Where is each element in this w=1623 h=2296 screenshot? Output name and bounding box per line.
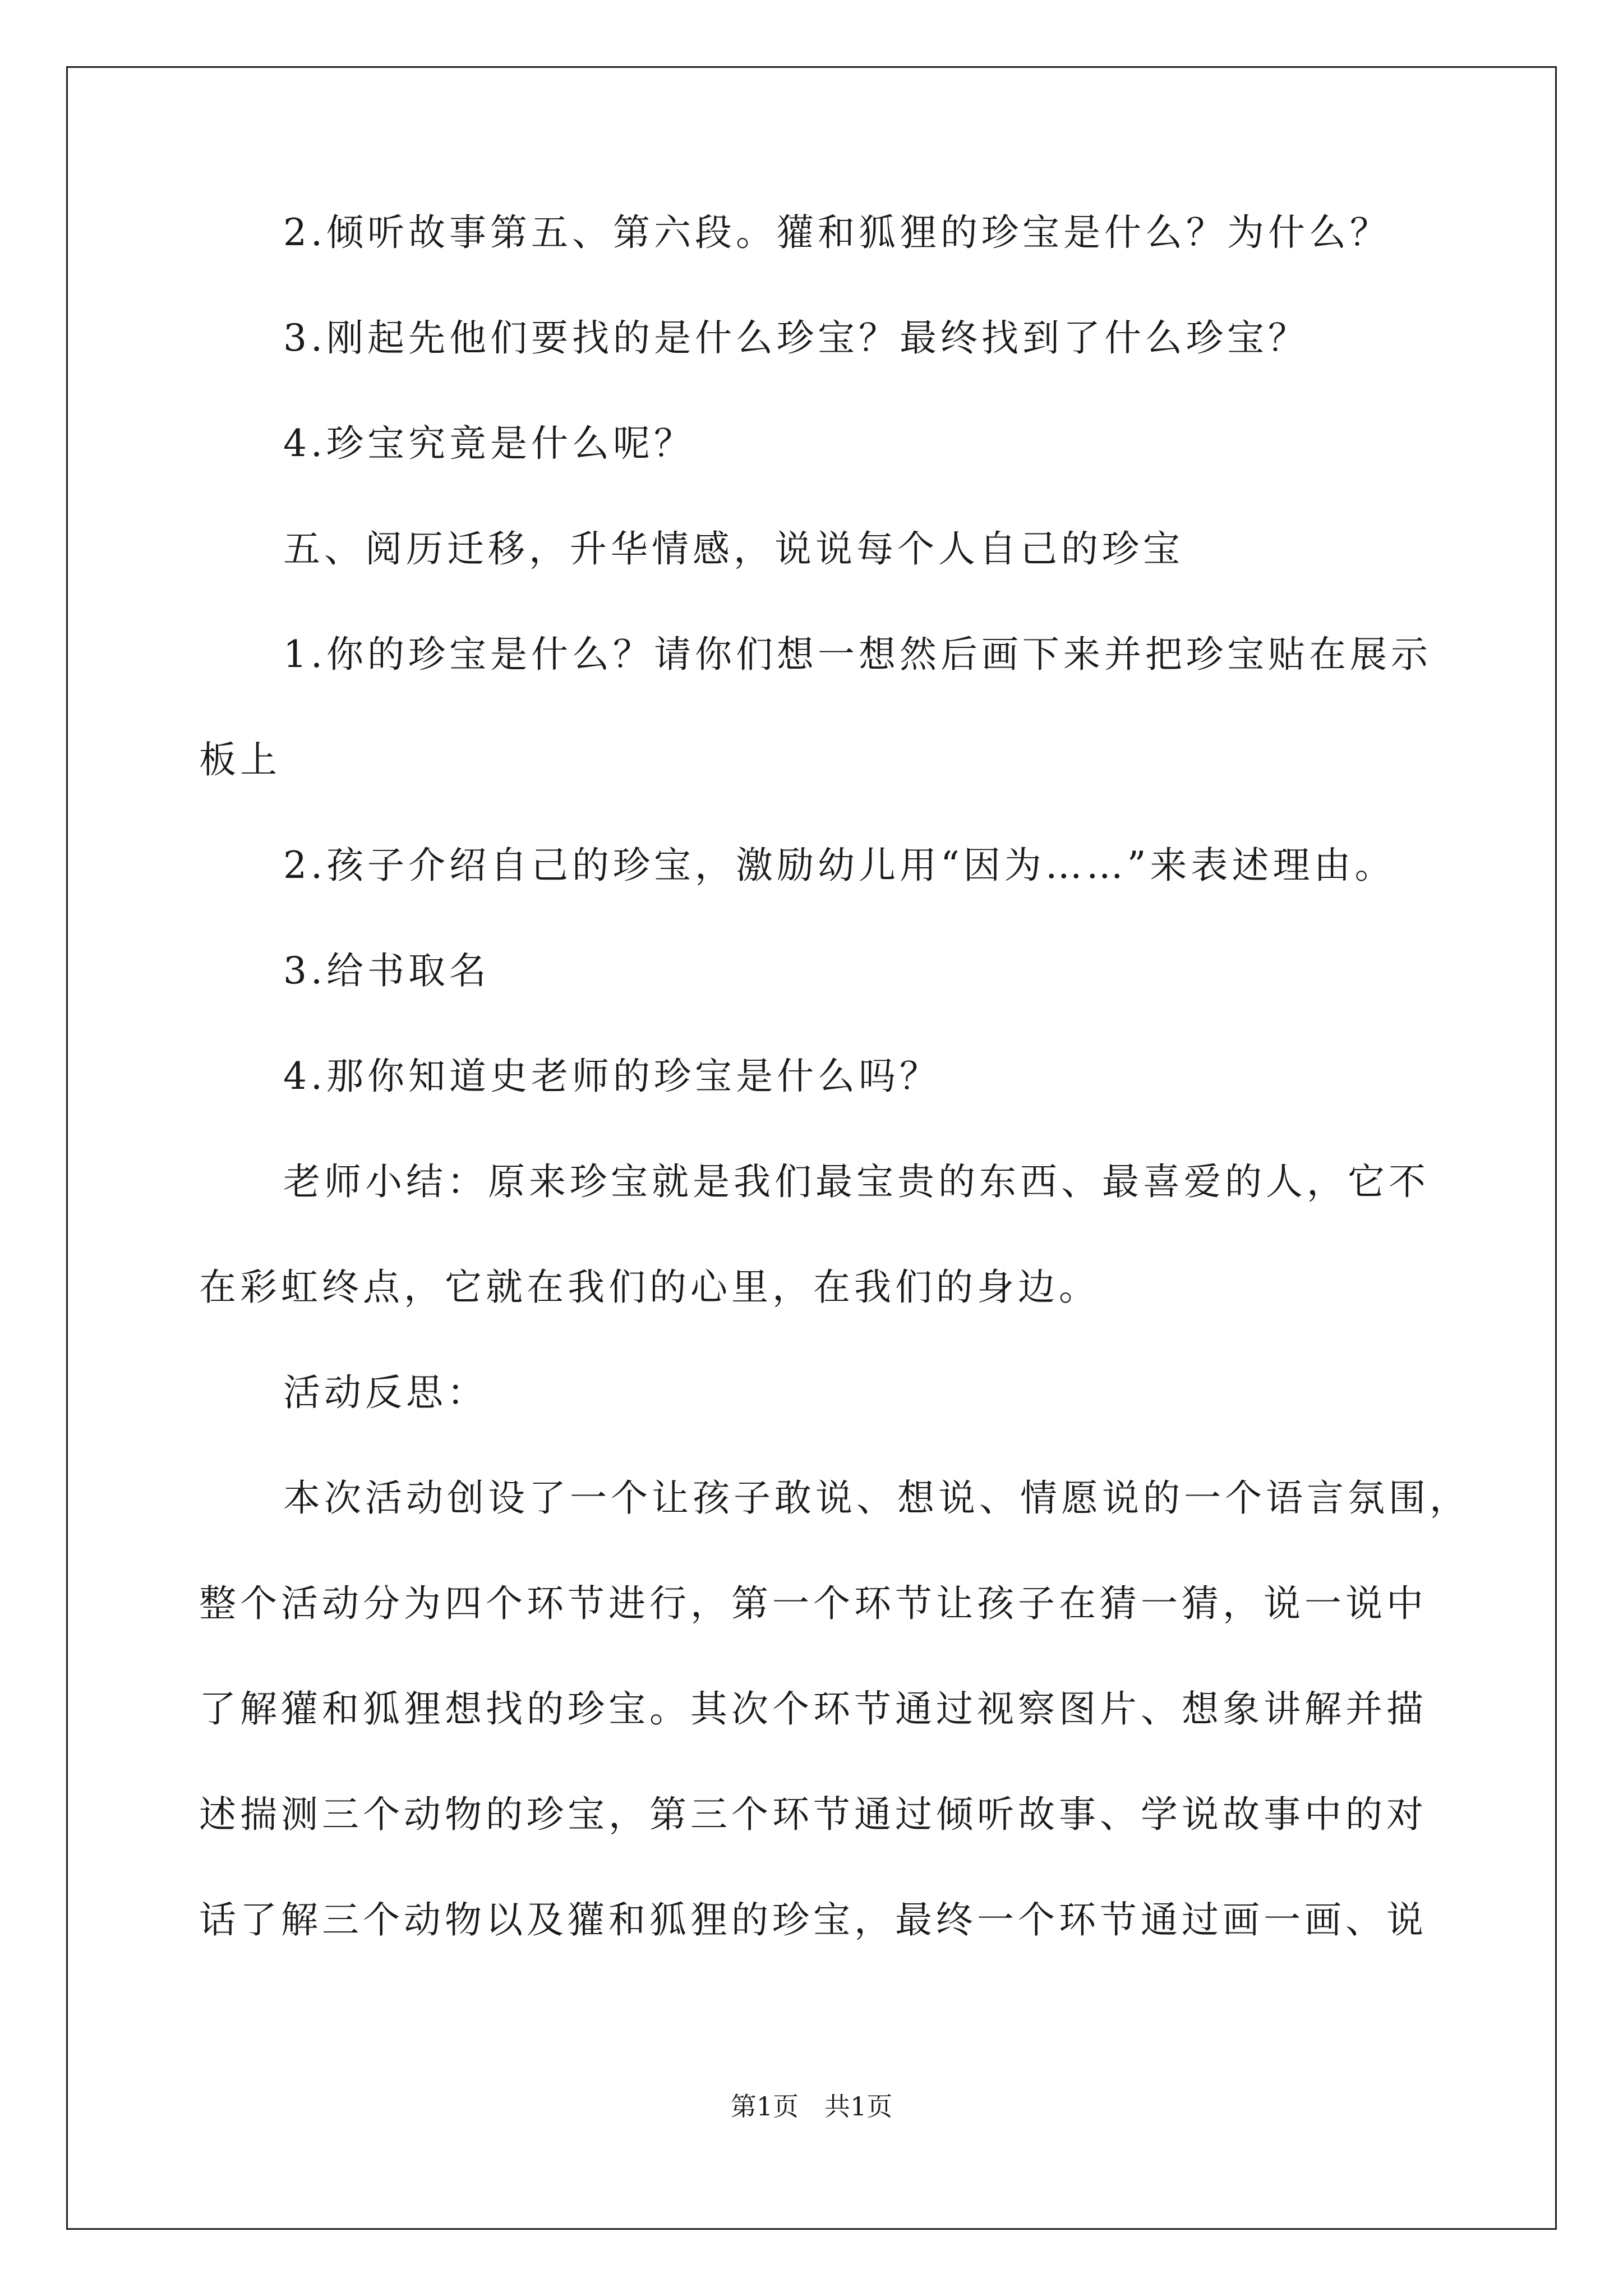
- text-line: 了解獾和狐狸想找的珍宝。其次个环节通过视察图片、想象讲解并描: [199, 1687, 1427, 1731]
- text-line: 在彩虹终点，它就在我们的心里，在我们的身边。: [199, 1266, 1100, 1309]
- text-line: 老师小结：原来珍宝就是我们最宝贵的东西、最喜爱的人，它不: [283, 1160, 1430, 1203]
- text-line: 整个活动分为四个环节进行，第一个环节让孩子在猜一猜，说一说中: [199, 1582, 1427, 1625]
- text-line: 话了解三个动物以及獾和狐狸的珍宝，最终一个环节通过画一画、说: [199, 1898, 1427, 1941]
- text-line: 述揣测三个动物的珍宝，第三个环节通过倾听故事、学说故事中的对: [199, 1793, 1427, 1836]
- text-line: 活动反思：: [283, 1371, 488, 1414]
- text-line: 板上: [199, 738, 281, 781]
- text-line: 2.倾听故事第五、第六段。獾和狐狸的珍宝是什么？为什么？: [283, 211, 1391, 254]
- text-line: 3.给书取名: [283, 949, 490, 992]
- text-line: 2.孩子介绍自己的珍宝，激励幼儿用“因为……”来表述理由。: [283, 844, 1396, 887]
- text-line: 4.珍宝究竟是什么呢？: [283, 422, 695, 465]
- text-line: 本次活动创设了一个让孩子敢说、想说、情愿说的一个语言氛围，: [283, 1476, 1470, 1520]
- text-line: 1.你的珍宝是什么？请你们想一想然后画下来并把珍宝贴在展示: [283, 633, 1432, 676]
- text-line: 4.那你知道史老师的珍宝是什么吗？: [283, 1055, 940, 1098]
- text-line: 3.刚起先他们要找的是什么珍宝？最终找到了什么珍宝？: [283, 316, 1309, 360]
- page-number-footer: 第1页 共1页: [730, 2091, 893, 2122]
- text-line: 五、阅历迁移，升华情感，说说每个人自己的珍宝: [283, 527, 1184, 570]
